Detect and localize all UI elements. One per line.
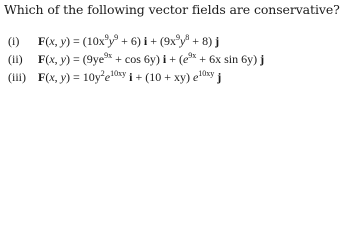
part-label: (i) — [8, 34, 20, 48]
part-label: (ii) — [8, 52, 23, 66]
parts-list — [8, 32, 264, 86]
part-equation: F(x, $y) = (10x^9y^9 + 6) i + (9x^9y^8 + 8)$ j — [38, 33, 220, 48]
question-text: Which of the following vector fields are conservative? — [4, 2, 340, 17]
part-equation: F(x, $y) = 10y^2e^{10xy}$ i + (10 + xy) $e^{10xy}$ j — [38, 69, 222, 84]
part-ii — [8, 50, 264, 68]
part-equation: F(x, $y) = (9ye^{9x} + \cos 6y) i + (e^{9x} + 6x$ sin 6y) j — [38, 51, 265, 66]
part-i — [8, 32, 264, 50]
part-label: (iii) — [8, 70, 26, 84]
part-iii — [8, 68, 264, 86]
